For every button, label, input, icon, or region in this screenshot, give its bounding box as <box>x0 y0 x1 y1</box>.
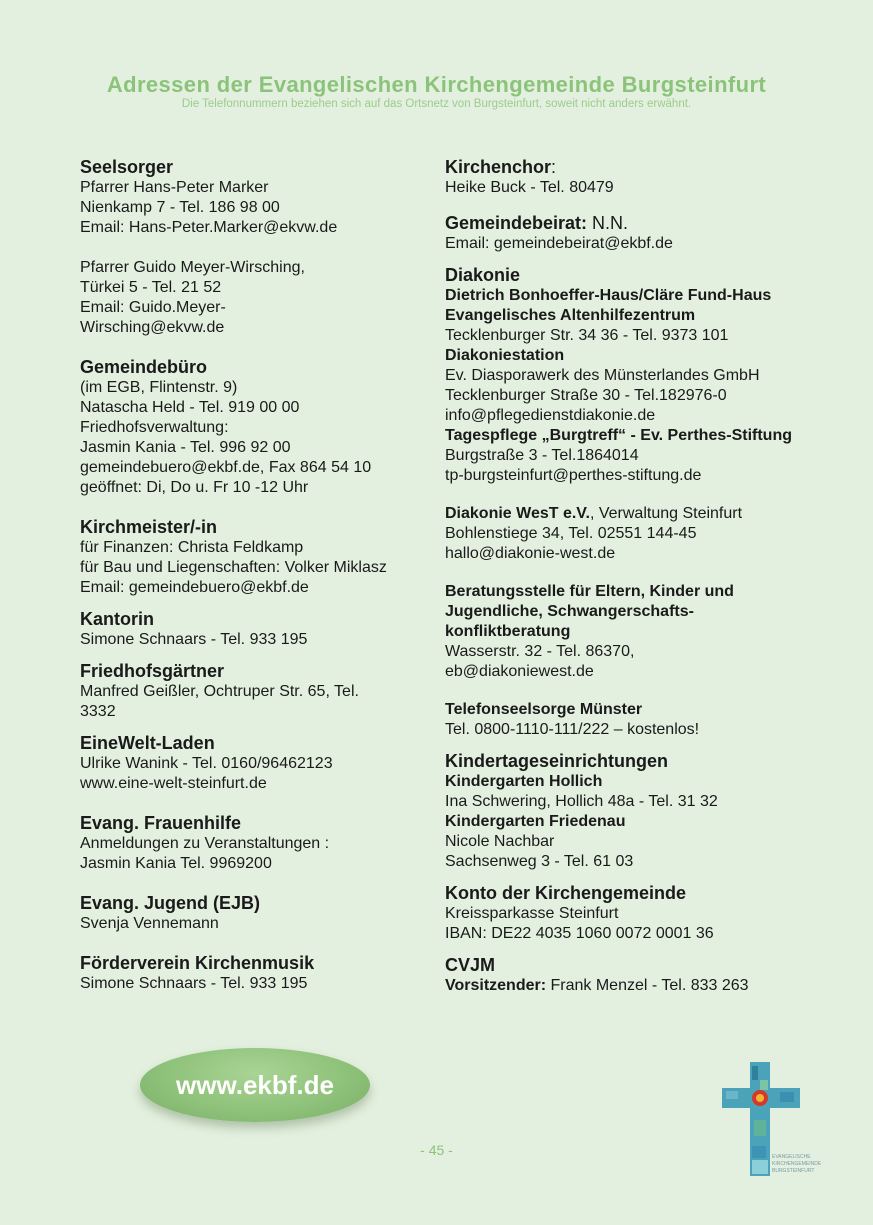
email-line: info@pflegedienstdiakonie.de <box>445 407 656 424</box>
section-heading: Kindertageseinrichtungen <box>445 751 669 771</box>
right-column <box>445 156 845 996</box>
section-jugend <box>80 892 430 934</box>
section-gemeindebeirat <box>445 212 845 254</box>
section-frauenhilfe <box>80 812 430 874</box>
text-line: Nicole Nachbar <box>445 833 555 850</box>
section-kirchmeister <box>80 516 430 598</box>
text-line: Friedhofsverwaltung: <box>80 419 229 436</box>
text-line: Heike Buck - Tel. 80479 <box>445 179 614 196</box>
section-heading: CVJM <box>445 955 496 975</box>
email-line: tp-burgsteinfurt@perthes-stiftung.de <box>445 467 702 484</box>
email-line: Email: Hans-Peter.Marker@ekvw.de <box>80 219 338 236</box>
logo-text-line: KIRCHENGEMEINDE <box>772 1161 822 1167</box>
label: Vorsitzender: <box>445 977 547 994</box>
heading-colon: : <box>551 157 557 177</box>
subheading: Tagespflege „Burgtreff“ - Ev. Perthes-Stiftung <box>445 427 792 444</box>
section-heading <box>445 212 845 234</box>
subheading: Telefonseelsorge Münster <box>445 701 643 718</box>
text-line: Natascha Held - Tel. 919 00 00 <box>80 399 300 416</box>
email-line: Wirsching@ekvw.de <box>80 319 225 336</box>
section-telefonseelsorge <box>445 700 845 740</box>
section-heading: Kantorin <box>80 609 154 629</box>
email-line: Email: gemeindebeirat@ekbf.de <box>445 235 673 252</box>
section-foerderverein <box>80 952 430 994</box>
text-line: Wasserstr. 32 - Tel. 86370, <box>445 643 635 660</box>
email-line: Email: gemeindebuero@ekbf.de <box>80 579 309 596</box>
text-line: für Bau und Liegenschaften: Volker Miklasz <box>80 559 387 576</box>
text-line: Anmeldungen zu Veranstaltungen : <box>80 835 330 852</box>
text-line: (im EGB, Flintenstr. 9) <box>80 379 238 396</box>
email-line: Email: Guido.Meyer- <box>80 299 226 316</box>
section-heading: Förderverein Kirchenmusik <box>80 953 315 973</box>
section-heading: EineWelt-Laden <box>80 733 215 753</box>
heading-name: N.N. <box>587 213 629 233</box>
section-diakonie <box>445 264 845 486</box>
section-konto <box>445 882 845 944</box>
logo-text-line: BURGSTEINFURT <box>772 1168 815 1174</box>
website-button[interactable]: www.ekbf.de <box>140 1048 370 1122</box>
section-diakonie-west <box>445 504 845 564</box>
section-heading: Kirchmeister/-in <box>80 517 218 537</box>
subheading: Jugendliche, Schwangerschafts- <box>445 603 694 620</box>
section-heading: Seelsorger <box>80 157 174 177</box>
heading-text: Gemeindebeirat: <box>445 213 588 233</box>
email-line: hallo@diakonie-west.de <box>445 545 616 562</box>
section-heading: Konto der Kirchengemeinde <box>445 883 687 903</box>
section-heading: Evang. Frauenhilfe <box>80 813 242 833</box>
section-heading: Gemeindebüro <box>80 357 208 377</box>
text-line: Türkei 5 - Tel. 21 52 <box>80 279 222 296</box>
section-heading <box>445 156 845 178</box>
text-line: Svenja Vennemann <box>80 915 219 932</box>
section-friedhofsgaertner <box>80 660 430 722</box>
section-heading: Diakonie <box>445 265 521 285</box>
subheading: Evangelisches Altenhilfezentrum <box>445 307 696 324</box>
section-cvjm <box>445 954 845 996</box>
text-line: geöffnet: Di, Do u. Fr 10 -12 Uhr <box>80 479 309 496</box>
page-title: Adressen der Evangelischen Kirchengemeinde Burgsteinfurt <box>106 72 767 97</box>
text-line: Ina Schwering, Hollich 48a - Tel. 31 32 <box>445 793 718 810</box>
subheading: Beratungsstelle für Eltern, Kinder und <box>445 583 734 600</box>
church-logo-icon <box>718 1060 838 1182</box>
subheading: Diakoniestation <box>445 347 565 364</box>
text-line: Ev. Diasporawerk des Münsterlandes GmbH <box>445 367 760 384</box>
subheading: konfliktberatung <box>445 623 571 640</box>
website-link[interactable]: www.eine-welt-steinfurt.de <box>80 775 267 792</box>
subheading: Dietrich Bonhoeffer-Haus/Cläre Fund-Haus <box>445 287 772 304</box>
text-line <box>445 976 845 996</box>
text-line: Bohlenstiege 34, Tel. 02551 144-45 <box>445 525 697 542</box>
email-line: eb@diakoniewest.de <box>445 663 594 680</box>
section-beratung <box>445 582 845 682</box>
section-kantorin <box>80 608 430 650</box>
text-line: Jasmin Kania - Tel. 996 92 00 <box>80 439 291 456</box>
section-kita <box>445 750 845 872</box>
section-heading: Friedhofsgärtner <box>80 661 225 681</box>
subheading: Kindergarten Hollich <box>445 773 603 790</box>
section-heading: Evang. Jugend (EJB) <box>80 893 261 913</box>
text-line: Kreissparkasse Steinfurt <box>445 905 619 922</box>
text-line <box>445 504 845 524</box>
text-line: 3332 <box>80 703 116 720</box>
left-column <box>80 156 430 994</box>
text-line: Tel. 0800-1110-111/222 – kostenlos! <box>445 721 700 738</box>
text-line: Burgstraße 3 - Tel.1864014 <box>445 447 639 464</box>
text-line: Nienkamp 7 - Tel. 186 98 00 <box>80 199 280 216</box>
text-line: Jasmin Kania Tel. 9969200 <box>80 855 272 872</box>
heading-text: Kirchenchor <box>445 157 552 177</box>
text-line: Tecklenburger Straße 30 - Tel.182976-0 <box>445 387 727 404</box>
text-line: Tecklenburger Str. 34 36 - Tel. 9373 101 <box>445 327 729 344</box>
text-line: Manfred Geißler, Ochtruper Str. 65, Tel. <box>80 683 359 700</box>
value: Frank Menzel - Tel. 833 263 <box>546 977 749 994</box>
section-kirchenchor <box>445 156 845 198</box>
text-line: Pfarrer Hans-Peter Marker <box>80 179 269 196</box>
page-subtitle: Die Telefonnummern beziehen sich auf das Ortsnetz von Burgsteinfurt, soweit nicht anders erwähnt. <box>181 98 692 110</box>
text-line: Sachsenweg 3 - Tel. 61 03 <box>445 853 634 870</box>
page-number: - 45 - <box>420 1142 453 1158</box>
org-name: Diakonie WesT e.V. <box>445 505 590 522</box>
org-detail: , Verwaltung Steinfurt <box>589 505 743 522</box>
section-eineweltladen <box>80 732 430 794</box>
text-line: Pfarrer Guido Meyer-Wirsching, <box>80 259 305 276</box>
section-gemeindebuero <box>80 356 430 498</box>
email-line: gemeindebuero@ekbf.de, Fax 864 54 10 <box>80 459 372 476</box>
logo-text-line: EVANGELISCHE <box>772 1154 811 1160</box>
text-line: Simone Schnaars - Tel. 933 195 <box>80 975 308 992</box>
text-line: IBAN: DE22 4035 1060 0072 0001 36 <box>445 925 714 942</box>
section-seelsorger <box>80 156 430 338</box>
subheading: Kindergarten Friedenau <box>445 813 626 830</box>
text-line: Ulrike Wanink - Tel. 0160/96462123 <box>80 755 333 772</box>
text-line: Simone Schnaars - Tel. 933 195 <box>80 631 308 648</box>
text-line: für Finanzen: Christa Feldkamp <box>80 539 304 556</box>
